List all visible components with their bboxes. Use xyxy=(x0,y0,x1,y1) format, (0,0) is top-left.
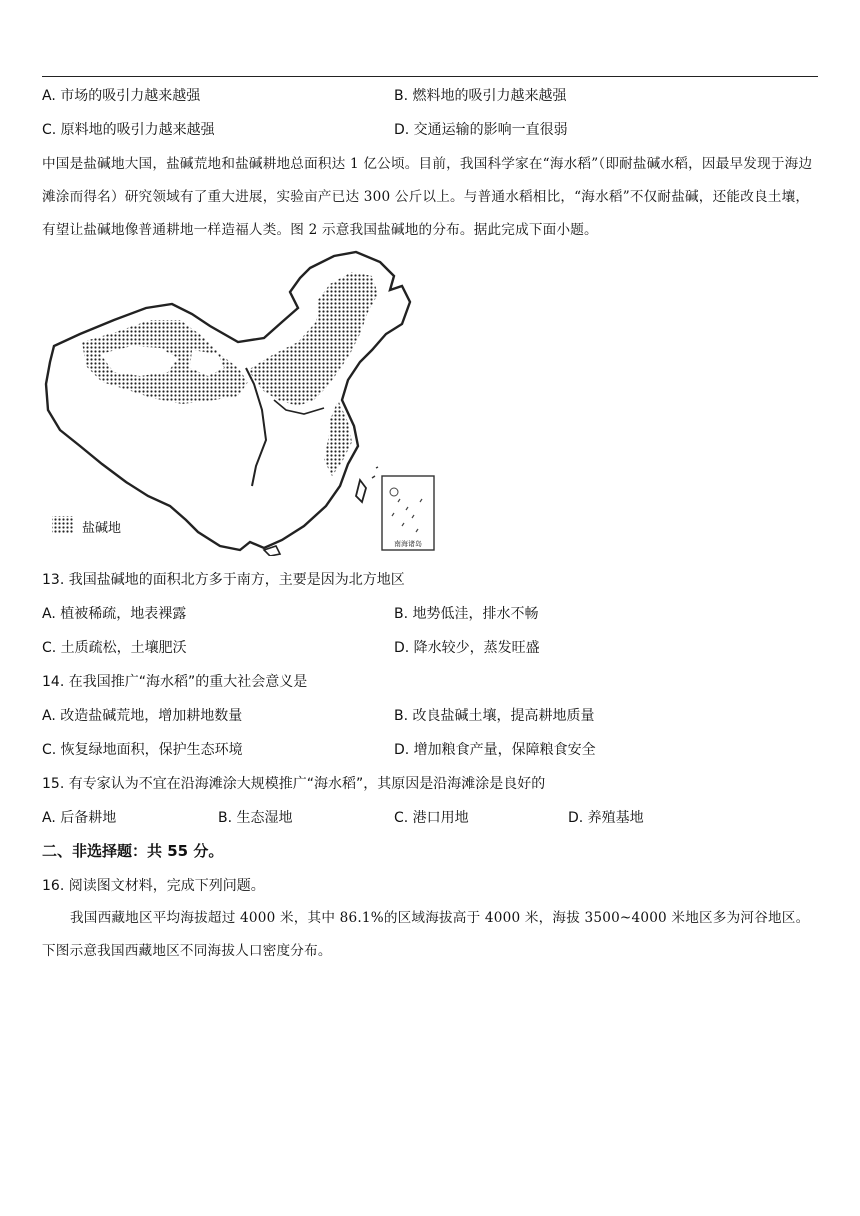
q12-option-a: A. 市场的吸引力越来越强 xyxy=(42,88,201,104)
q12-option-c: C. 原料地的吸引力越来越强 xyxy=(42,122,215,138)
q12-option-d: D. 交通运输的影响一直很弱 xyxy=(394,122,568,138)
q14-option-d: D. 增加粮食产量，保障粮食安全 xyxy=(394,742,596,758)
q13-option-c: C. 土质疏松，土壤肥沃 xyxy=(42,640,187,656)
q14-option-b: B. 改良盐碱土壤，提高耕地质量 xyxy=(394,708,595,724)
passage-text: 中国是盐碱地大国，盐碱荒地和盐碱耕地总面积达 1 亿公顷。目前，我国科学家在“海水稻”（即耐盐碱水稻，因最早发现于海边滩涂而得名）研究领域有了重大进展，实验亩产已达 300 公斤以上。与普通水稻相比，“海水稻”不仅耐盐碱，还能改良土壤，有望让盐碱地像普通耕地一样造福人类。图 2 示意我国盐碱地的分布。据此完成下面小题。 xyxy=(42,156,813,238)
q15-option-b: B. 生态湿地 xyxy=(218,810,293,826)
q12-option-b: B. 燃料地的吸引力越来越强 xyxy=(394,88,567,104)
q14-option-c: C. 恢复绿地面积，保护生态环境 xyxy=(42,742,243,758)
q13-option-a: A. 植被稀疏，地表裸露 xyxy=(42,606,187,622)
q14-stem: 14. 在我国推广“海水稻”的重大社会意义是 xyxy=(42,674,308,690)
header-rule xyxy=(42,76,818,77)
q13-stem: 13. 我国盐碱地的面积北方多于南方，主要是因为北方地区 xyxy=(42,572,405,588)
inset-label: 南海诸岛 xyxy=(394,540,422,548)
q16-stem: 16. 阅读图文材料，完成下列问题。 xyxy=(42,878,265,894)
q15-option-a: A. 后备耕地 xyxy=(42,810,117,826)
legend-label: 盐碱地 xyxy=(82,521,122,536)
q13-option-d: D. 降水较少，蒸发旺盛 xyxy=(394,640,540,656)
q15-option-d: D. 养殖基地 xyxy=(568,810,644,826)
q14-option-a: A. 改造盐碱荒地，增加耕地数量 xyxy=(42,708,243,724)
taiwan-island xyxy=(356,480,366,502)
salinization-map xyxy=(42,250,442,556)
q13-option-b: B. 地势低洼，排水不畅 xyxy=(394,606,539,622)
q15-stem: 15. 有专家认为不宜在沿海滩涂大规模推广“海水稻”，其原因是沿海滩涂是良好的 xyxy=(42,776,546,792)
south-china-sea-inset xyxy=(382,476,434,550)
section2-heading: 二、非选择题：共 55 分。 xyxy=(42,842,224,860)
q16-material: 我国西藏地区平均海拔超过 4000 米，其中 86.1%的区域海拔高于 4000 米，海拔 3500~4000 米地区多为河谷地区。下图示意我国西藏地区不同海拔人口密度分布。 xyxy=(42,910,810,959)
q15-option-c: C. 港口用地 xyxy=(394,810,469,826)
legend-swatch xyxy=(52,516,74,534)
